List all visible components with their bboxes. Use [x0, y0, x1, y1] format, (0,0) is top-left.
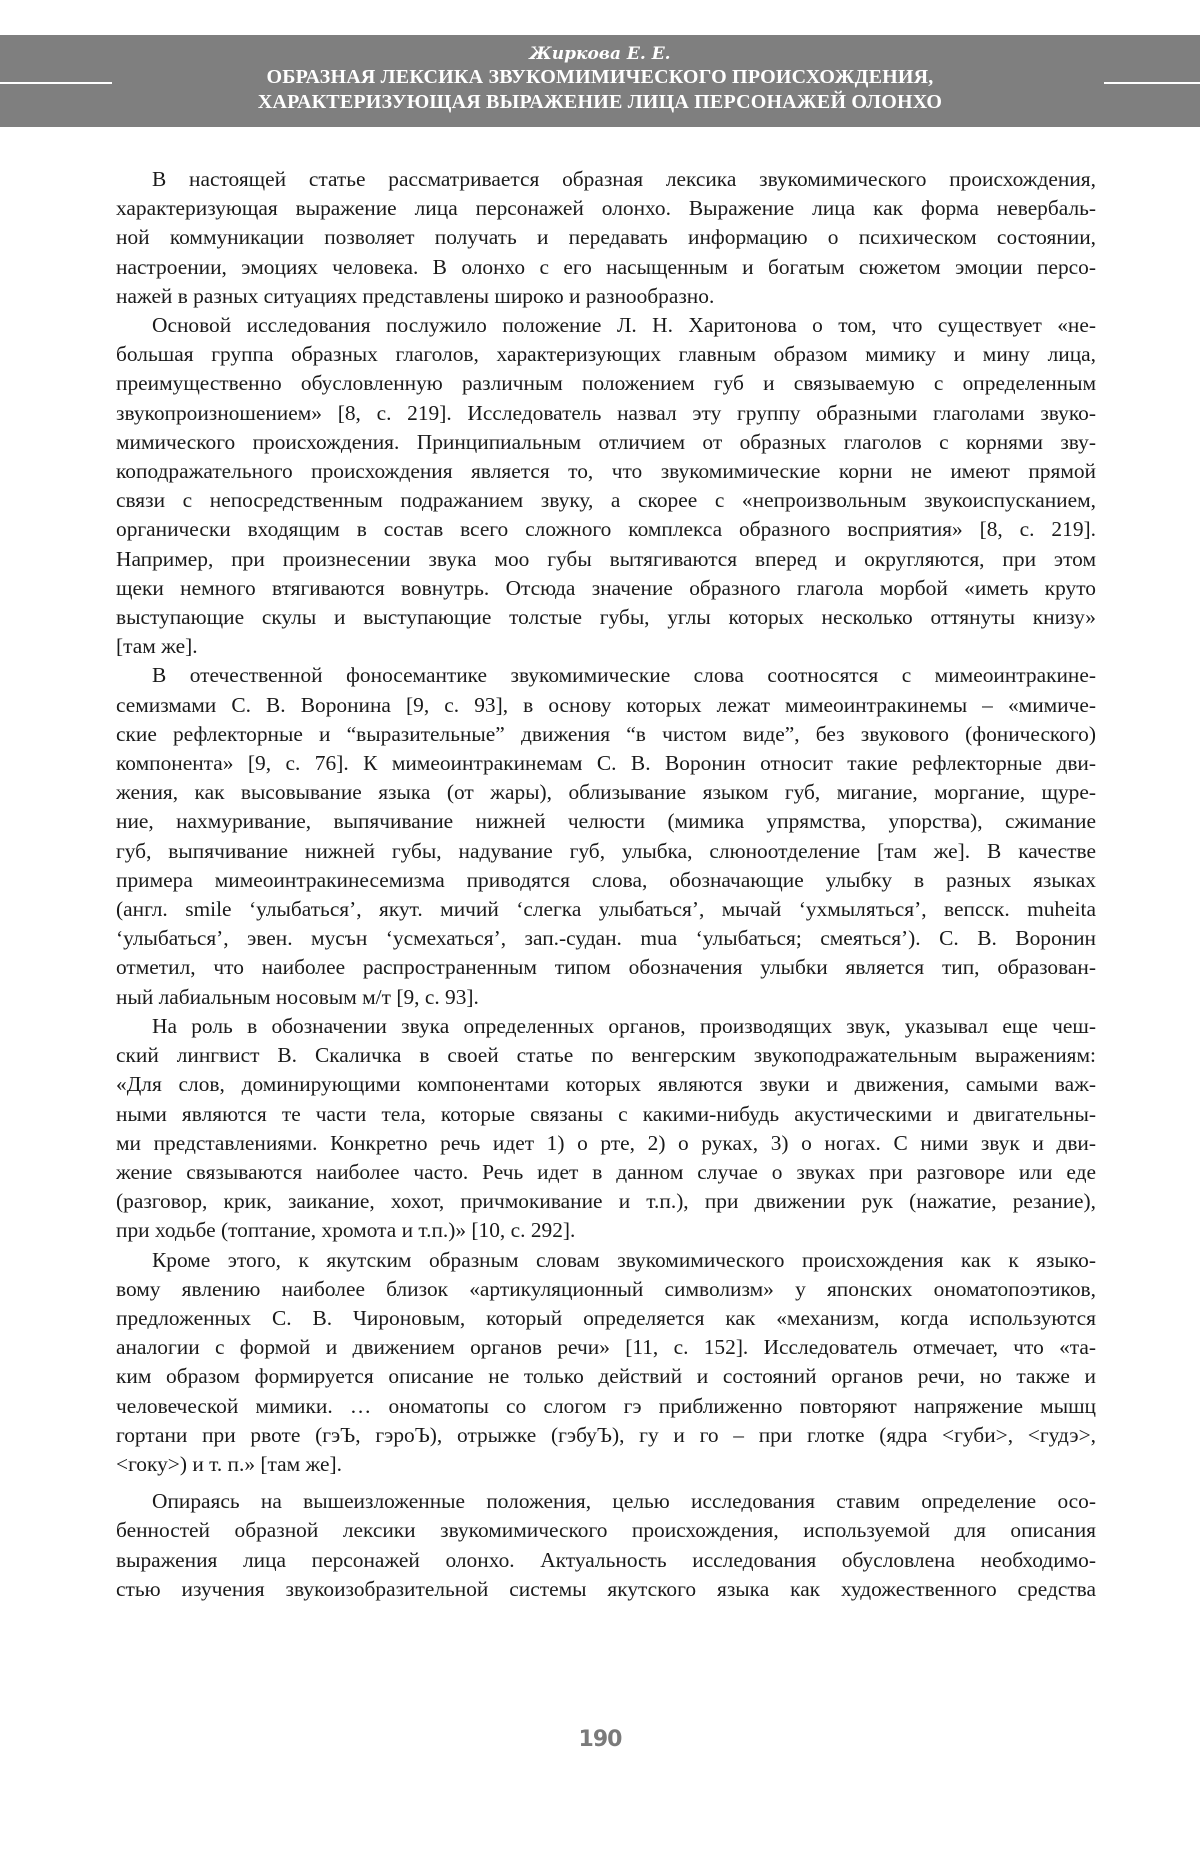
text-line: звукопроизношением» [8, с. 219]. Исследователь назвал эту группу образными глаголами звуко- — [116, 400, 1096, 425]
paragraph — [116, 165, 1096, 311]
text-line: настроении, эмоциях человека. В олонхо с его насыщенным и богатым сюжетом эмоции персо- — [116, 254, 1096, 279]
paragraph — [116, 1012, 1096, 1246]
text-line: связи с непосредственным подражанием звуку, а скорее с «непроизвольным звукоиспусканием, — [116, 488, 1096, 513]
text-line: компонента» [9, с. 76]. К мимеоинтракинемам С. В. Воронин относит такие рефлекторные дви- — [116, 751, 1096, 776]
text-line: «Для слов, доминирующими компонентами которых являются звуки и движения, самыми важ- — [116, 1072, 1096, 1097]
text-line: Опираясь на вышеизложенные положения, целью исследования ставим определение осо- — [152, 1489, 1096, 1514]
text-line: выражения лица персонажей олонхо. Актуальность исследования обусловлена необходимо- — [116, 1547, 1096, 1572]
text-line: На роль в обозначении звука определенных органов, производящих звук, указывал еще чеш- — [152, 1013, 1096, 1038]
text-line: бенностей образной лексики звукомимического происхождения, используемой для описания — [116, 1518, 1096, 1543]
paragraph — [116, 1246, 1096, 1480]
text-line: щеки немного втягиваются вовнутрь. Отсюда значение образного глагола морбой «иметь круто — [116, 575, 1096, 600]
text-line: ный лабиальным носовым м/т [9, с. 93]. — [116, 984, 479, 1009]
text-line: Основой исследования послужило положение Л. Н. Харитонова о том, что существует «не- — [152, 313, 1096, 338]
text-line: ной коммуникации позволяет получать и передавать информацию о психическом состоянии, — [116, 225, 1096, 250]
text-line: (разговор, крик, заикание, хохот, причмокивание и т.п.), при движении рук (нажатие, резание), — [116, 1189, 1096, 1214]
header-rule-left — [0, 82, 112, 84]
text-line: отметил, что наиболее распространенным типом обозначения улыбки является тип, образован- — [116, 955, 1096, 980]
text-line: губ, выпячивание нижней губы, надувание губ, улыбка, слюноотделение [там же]. В качестве — [116, 838, 1096, 863]
text-line: большая группа образных глаголов, характеризующих главным образом мимику и мину лица, — [116, 342, 1096, 367]
header-title-line-2: ХАРАКТЕРИЗУЮЩАЯ ВЫРАЖЕНИЕ ЛИЦА ПЕРСОНАЖЕЙ ОЛОНХО — [257, 91, 943, 113]
article-body — [116, 165, 1096, 1604]
text-line: <гоку>) и т. п.» [там же]. — [116, 1451, 342, 1476]
text-line: примера мимеоинтракинесемизма приводятся слова, обозначающие улыбку в разных языках — [116, 867, 1096, 892]
text-line: характеризующая выражение лица персонажей олонхо. Выражение лица как форма невербаль- — [116, 196, 1096, 221]
text-line: аналогии с формой и движением органов речи» [11, с. 152]. Исследователь отмечает, что «та- — [116, 1335, 1096, 1360]
text-line: стью изучения звукоизобразительной системы якутского языка как художественного средства — [116, 1576, 1096, 1601]
text-line: Кроме этого, к якутским образным словам звукомимического происхождения как к языко- — [152, 1247, 1096, 1272]
text-line: [там же]. — [116, 634, 198, 659]
paragraph — [116, 1487, 1096, 1604]
text-line: ными являются те части тела, которые связаны с какими-нибудь акустическими и двигательны- — [116, 1101, 1096, 1126]
text-line: ми представлениями. Конкретно речь идет 1) о рте, 2) о руках, 3) о ногах. С ними звук и дви- — [116, 1130, 1096, 1155]
text-line: Например, при произнесении звука моо губы вытягиваются вперед и округляются, при этом — [116, 546, 1096, 571]
running-header — [0, 35, 1200, 127]
text-line: коподражательного происхождения является то, что звукомимические корни не имеют прямой — [116, 459, 1096, 484]
page-number: 190 — [578, 1727, 622, 1752]
text-line: жение связываются наиболее часто. Речь идет в данном случае о звуках при разговоре или еде — [116, 1159, 1096, 1184]
text-line: при ходьбе (топтание, хромота и т.п.)» [10, с. 292]. — [116, 1218, 576, 1243]
text-line: В отечественной фоносемантике звукомимические слова соотносятся с мимеоинтракине- — [152, 663, 1096, 688]
text-line: предложенных С. В. Чироновым, который определяется как «механизм, когда используются — [116, 1305, 1096, 1330]
text-line: нажей в разных ситуациях представлены широко и разнообразно. — [116, 283, 715, 308]
text-line: ский лингвист В. Скаличка в своей статье по венгерским звукоподражательным выражениям: — [116, 1043, 1096, 1068]
text-line: мимического происхождения. Принципиальным отличием от образных глаголов с корнями зву- — [116, 429, 1096, 454]
paragraph — [116, 661, 1096, 1011]
header-author: Жиркова Е. Е. — [529, 44, 671, 64]
text-line: гортани при рвоте (гэЪ, гэроЪ), отрыжке (гэбуЪ), гу и го – при глотке (ядра <губи>, <гудэ>, — [116, 1422, 1096, 1447]
text-line: человеческой мимики. … ономатопы со слогом гэ приближенно повторяют напряжение мышц — [116, 1393, 1096, 1418]
header-title-line-1: ОБРАЗНАЯ ЛЕКСИКА ЗВУКОМИМИЧЕСКОГО ПРОИСХОЖДЕНИЯ, — [266, 66, 934, 88]
text-line: ские рефлекторные и “выразительные” движения “в чистом виде”, без звукового (фонического) — [116, 721, 1096, 746]
paragraph — [116, 311, 1096, 661]
text-line: В настоящей статье рассматривается образная лексика звукомимического происхождения, — [152, 167, 1096, 191]
header-rule-right — [1104, 82, 1200, 84]
text-line: ким образом формируется описание не только действий и состояний органов речи, но также и — [116, 1364, 1096, 1389]
text-line: преимущественно обусловленную различным положением губ и связываемую с определенным — [116, 371, 1096, 396]
text-line: ние, нахмуривание, выпячивание нижней челюсти (мимика упрямства, упорства), сжимание — [116, 809, 1096, 834]
text-line: семизмами С. В. Воронина [9, с. 93], в основу которых лежат мимеоинтракинемы – «мимиче- — [116, 692, 1096, 717]
text-line: ‘улыбаться’, эвен. мусън ‘усмехаться’, зап.-судан. mua ‘улыбаться; смеяться’). С. В. Воронин — [116, 926, 1096, 951]
text-line: вому явлению наиболее близок «артикуляционный символизм» у японских ономатопоэтиков, — [116, 1276, 1096, 1301]
text-line: выступающие скулы и выступающие толстые губы, углы которых несколько оттянуты книзу» — [116, 605, 1096, 630]
text-line: (англ. smile ‘улыбаться’, якут. мичий ‘слегка улыбаться’, мычай ‘ухмыляться’, вепсск. muheita — [116, 897, 1096, 922]
text-line: органически входящим в состав всего сложного комплекса образного восприятия» [8, с. 219]. — [116, 517, 1096, 542]
text-line: жения, как высовывание языка (от жары), облизывание языком губ, мигание, моргание, щуре- — [116, 780, 1096, 805]
